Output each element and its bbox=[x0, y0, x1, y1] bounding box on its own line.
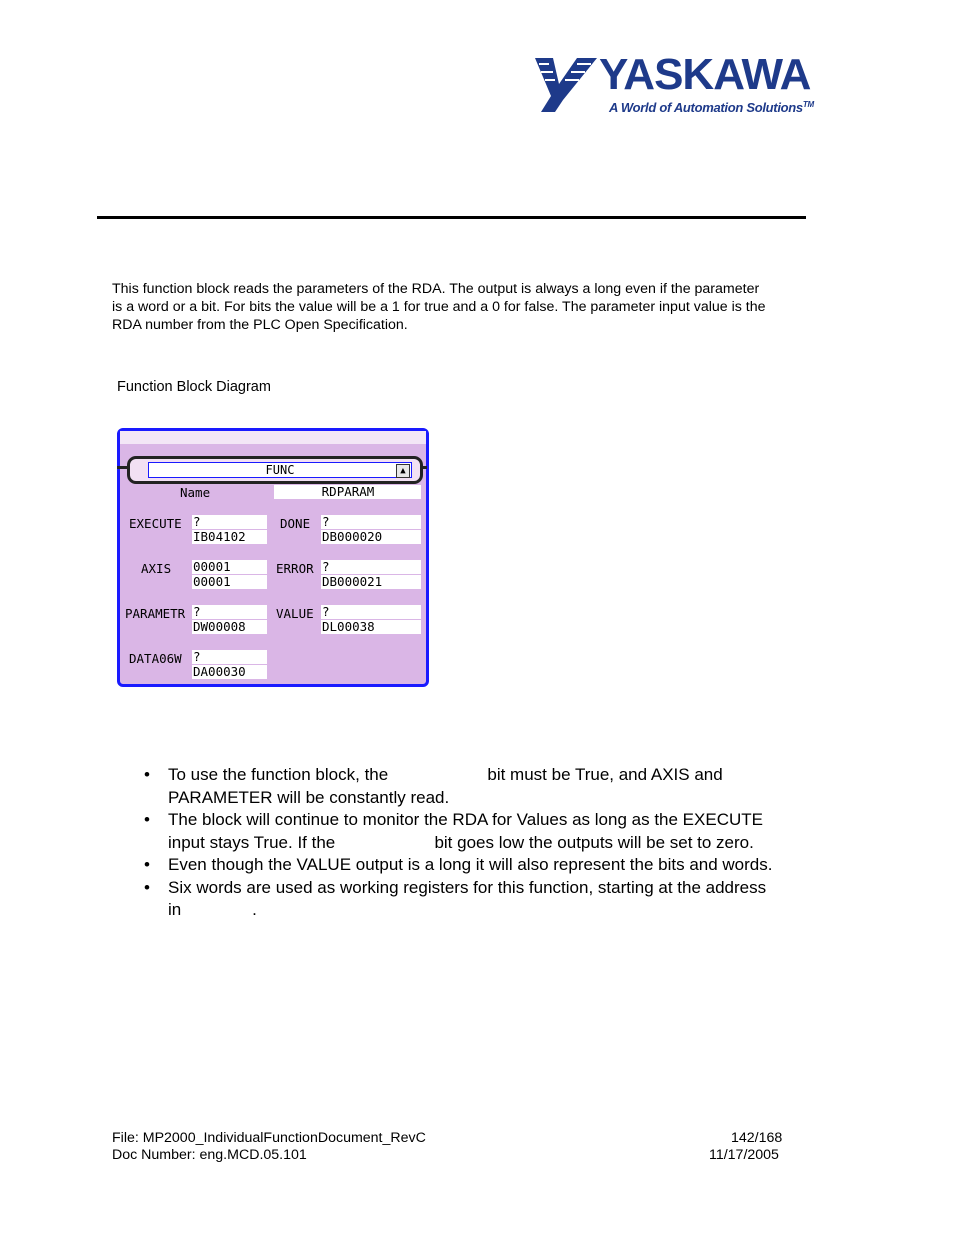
yaskawa-swoosh-icon bbox=[533, 54, 599, 114]
function-block-diagram bbox=[117, 428, 429, 687]
list-item-line: in . bbox=[168, 900, 257, 919]
logo-wordmark: YASKAWA bbox=[599, 50, 811, 99]
data06w-label: DATA06W bbox=[129, 651, 182, 666]
function-block-top-strip bbox=[120, 431, 426, 444]
footer-date: 11/17/2005 bbox=[709, 1147, 779, 1163]
done-field[interactable]: ? bbox=[321, 515, 421, 529]
list-item bbox=[144, 877, 854, 922]
list-item-line: To use the function block, the bit must be True, and AXIS and bbox=[168, 765, 723, 784]
error-label: ERROR bbox=[276, 561, 314, 576]
notes-list bbox=[144, 764, 854, 922]
collapse-icon[interactable]: ▲ bbox=[396, 464, 410, 478]
parametr-address[interactable]: DW00008 bbox=[192, 620, 267, 634]
intro-paragraph bbox=[112, 280, 848, 334]
data06w-field[interactable]: ? bbox=[192, 650, 267, 664]
yaskawa-logo bbox=[533, 52, 823, 118]
execute-field[interactable]: ? bbox=[192, 515, 267, 529]
data06w-address[interactable]: DA00030 bbox=[192, 665, 267, 679]
list-item-line: Even though the VALUE output is a long it will also represent the bits and words. bbox=[168, 855, 773, 874]
bullet-icon: • bbox=[144, 810, 150, 829]
intro-line: is a word or a bit. For bits the value will be a 1 for true and a 0 for false. The parameter input value is the bbox=[112, 299, 766, 315]
footer-doc-number: Doc Number: eng.MCD.05.101 bbox=[112, 1147, 307, 1163]
execute-address[interactable]: IB04102 bbox=[192, 530, 267, 544]
header-rule bbox=[97, 216, 806, 219]
footer-page-number: 142/168 bbox=[731, 1130, 783, 1146]
list-item-line: PARAMETER will be constantly read. bbox=[168, 787, 450, 807]
parametr-field[interactable]: ? bbox=[192, 605, 267, 619]
done-label: DONE bbox=[280, 516, 311, 531]
intro-line: This function block reads the parameters of the RDA. The output is always a long even if the parameter bbox=[112, 281, 760, 297]
function-block-header bbox=[127, 456, 423, 484]
axis-address[interactable]: 00001 bbox=[192, 575, 267, 589]
value-address[interactable]: DL00038 bbox=[321, 620, 421, 634]
input-connector bbox=[117, 466, 127, 469]
value-label: VALUE bbox=[276, 606, 314, 621]
execute-label: EXECUTE bbox=[129, 516, 182, 531]
func-field[interactable]: FUNC ▲ bbox=[148, 462, 412, 478]
list-item-line: The block will continue to monitor the RDA for Values as long as the EXECUTE bbox=[168, 810, 763, 829]
value-field[interactable]: ? bbox=[321, 605, 421, 619]
error-address[interactable]: DB000021 bbox=[321, 575, 421, 589]
parametr-label: PARAMETR bbox=[125, 606, 186, 621]
diagram-label: Function Block Diagram bbox=[117, 379, 271, 395]
list-item bbox=[144, 764, 854, 809]
list-item-line: input stays True. If the bit goes low the outputs will be set to zero. bbox=[168, 832, 754, 852]
done-address[interactable]: DB000020 bbox=[321, 530, 421, 544]
bullet-icon: • bbox=[144, 855, 150, 874]
axis-label: AXIS bbox=[141, 561, 172, 576]
error-field[interactable]: ? bbox=[321, 560, 421, 574]
name-field[interactable]: RDPARAM bbox=[274, 485, 421, 499]
list-item bbox=[144, 854, 854, 877]
list-item-line: Six words are used as working registers for this function, starting at the address bbox=[168, 877, 767, 897]
intro-line: RDA number from the PLC Open Specification. bbox=[112, 317, 408, 333]
list-item bbox=[144, 809, 854, 854]
logo-tagline: A World of Automation Solutions™ bbox=[609, 100, 814, 115]
axis-field[interactable]: 00001 bbox=[192, 560, 267, 574]
bullet-icon: • bbox=[144, 877, 150, 897]
name-label: Name bbox=[180, 485, 211, 500]
bullet-icon: • bbox=[144, 765, 150, 784]
footer-file: File: MP2000_IndividualFunctionDocument_RevC bbox=[112, 1130, 426, 1146]
